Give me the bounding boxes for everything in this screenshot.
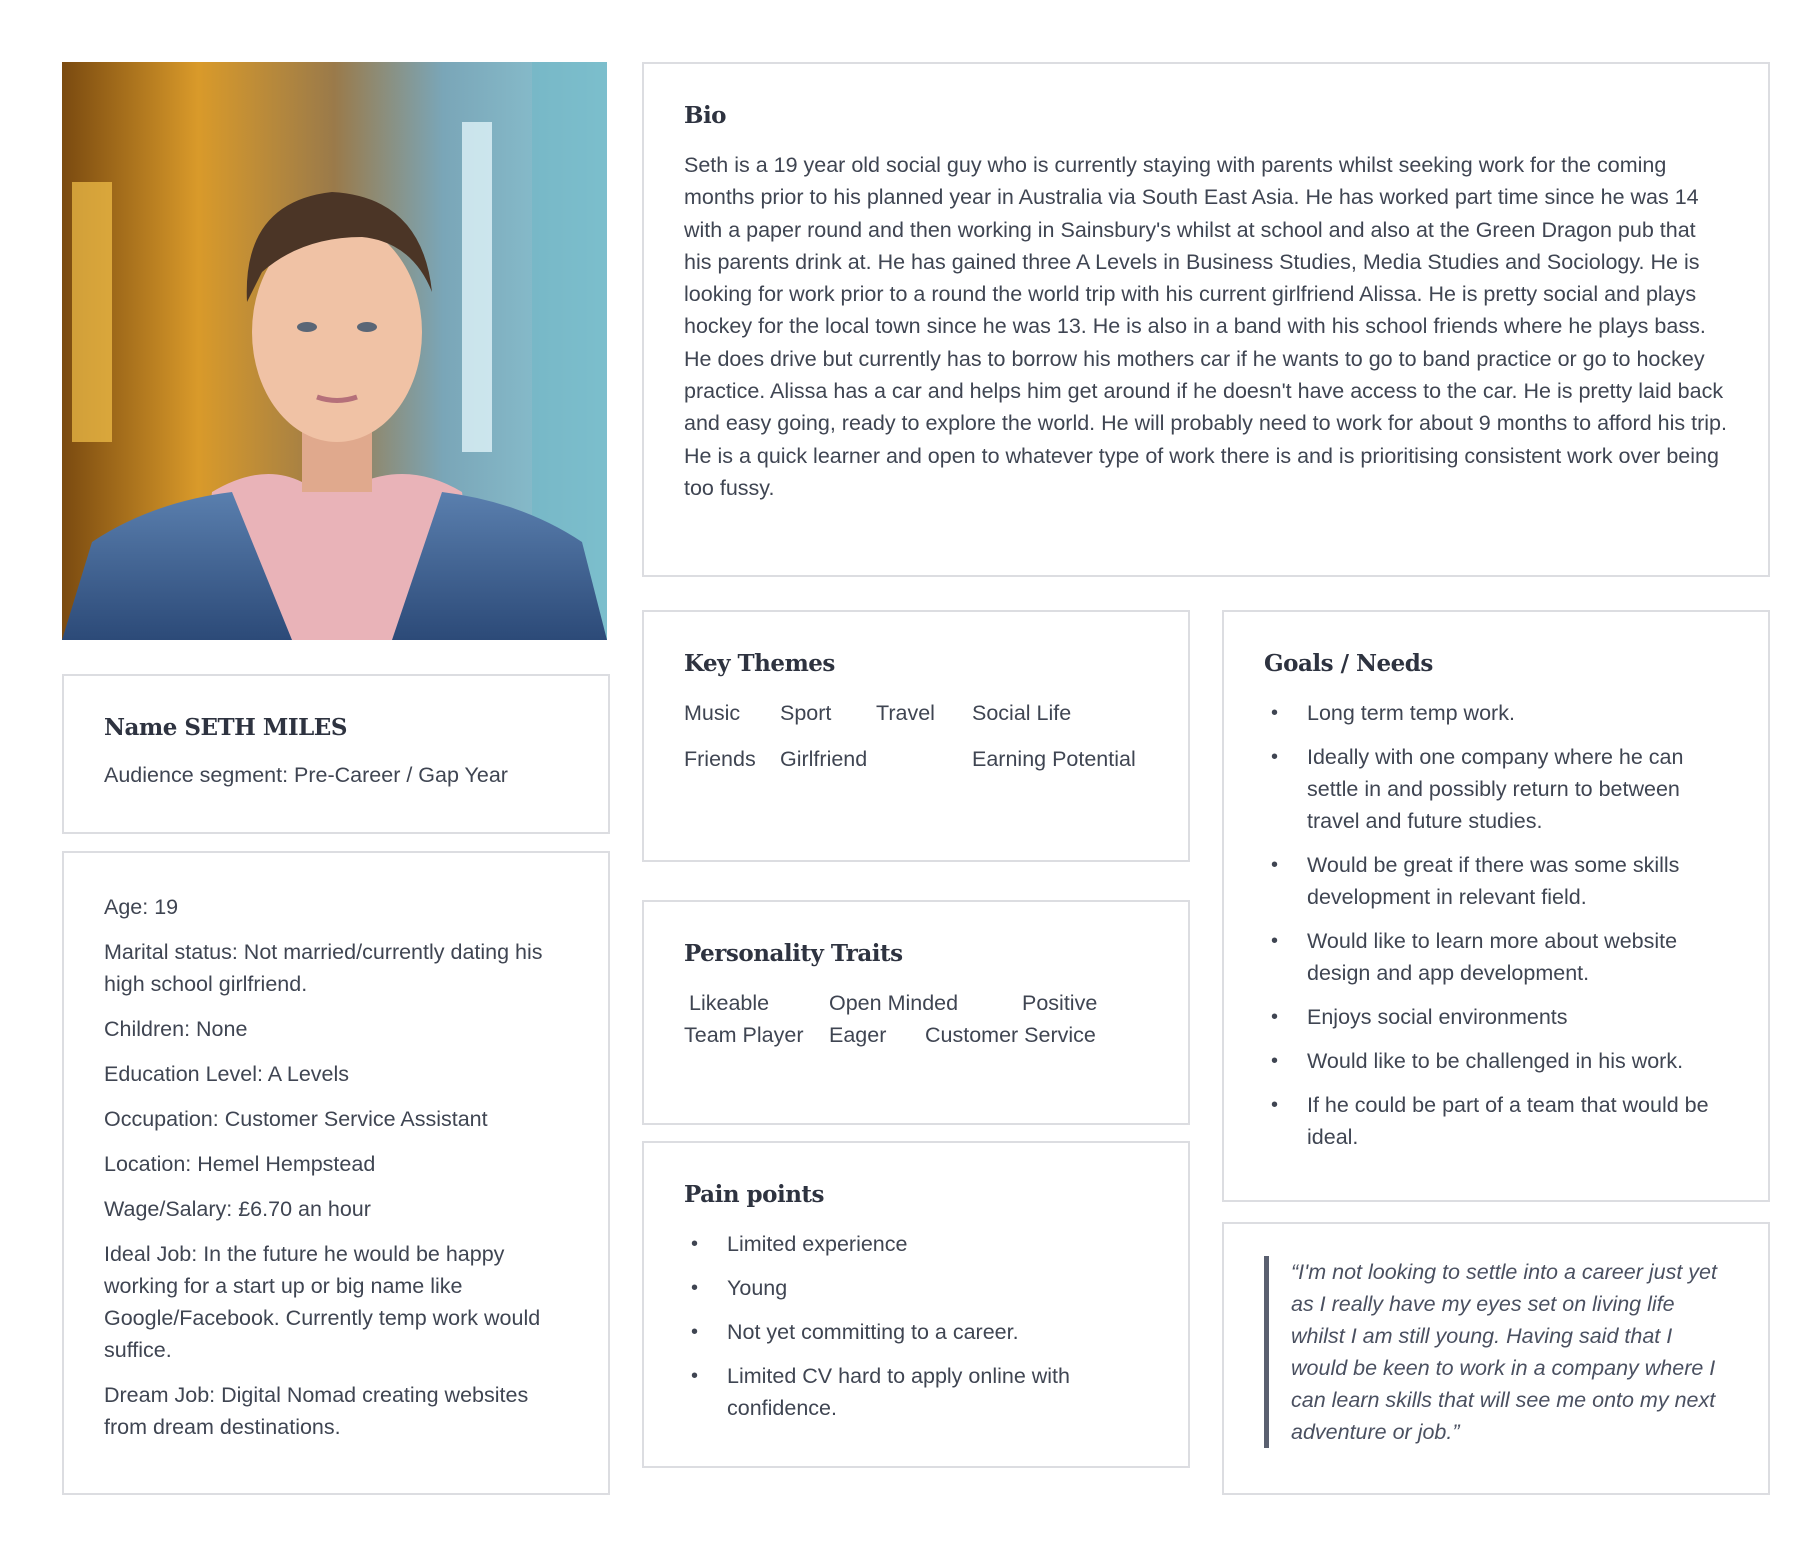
theme-friends: Friends [684, 747, 756, 771]
detail-wage: Wage/Salary: £6.70 an hour [104, 1197, 371, 1221]
key-themes-card [642, 610, 1190, 862]
theme-travel: Travel [876, 701, 935, 725]
bullet-icon: • [1271, 854, 1279, 876]
theme-empty [876, 743, 972, 775]
theme-social-life: Social Life [972, 701, 1072, 725]
audience-segment: Audience segment: Pre-Career / Gap Year [104, 763, 508, 787]
details-card [62, 851, 610, 1495]
bullet-icon: • [691, 1365, 699, 1387]
bio-text: Seth is a 19 year old social guy who is currently staying with parents whilst seeking work for the coming months prior to his planned year in Australia via South East Asia. He has worked part time since he was 14 with a paper round and then working in Sainsbury's whilst at school and also at the Green Dragon pub that his parents drink at. He has gained three A Levels in Business Studies, Media Studies and Sociology. He is looking for work prior to a round the world trip with his current girlfriend Alissa. He is pretty social and plays hockey for the local town since he was 13. He is also in a band with his school friends where he plays bass. He does drive but currently has to borrow his mothers car if he wants to go to band practice or go to hockey practice. Alissa has a car and helps him get around if he doesn't have access to the car. He is pretty laid back and easy going, ready to explore the world. He will probably need to work for about 9 months to afford his trip. He is a quick learner and open to whatever type of work there is and is prioritising consistent work over being too fussy. [684, 153, 1727, 500]
bullet-icon: • [691, 1277, 699, 1299]
goal-item: • Would like to learn more about website design and app development. [1264, 925, 1728, 989]
bullet-icon: • [1271, 930, 1279, 952]
quote-card [1222, 1222, 1770, 1495]
detail-education: Education Level: A Levels [104, 1062, 350, 1086]
trait-open-minded: Open Minded [829, 991, 959, 1015]
personality-heading: Personality Traits [684, 940, 903, 967]
bullet-icon: • [1271, 1006, 1279, 1028]
personality-card [642, 900, 1190, 1125]
goal-item: • If he could be part of a team that would be ideal. [1264, 1089, 1728, 1153]
persona-name: Name SETH MILES [104, 714, 347, 741]
pain-point-item: • Limited experience [684, 1228, 1148, 1260]
theme-girlfriend: Girlfriend [780, 747, 868, 771]
trait-team-player: Team Player [684, 1023, 804, 1047]
bullet-icon: • [1271, 1050, 1279, 1072]
bullet-icon: • [1271, 746, 1279, 768]
goals-heading: Goals / Needs [1264, 650, 1433, 677]
trait-customer-service: Customer Service [925, 1023, 1096, 1047]
trait-positive: Positive [1022, 991, 1098, 1015]
trait-likeable: Likeable [689, 991, 770, 1015]
bullet-icon: • [1271, 702, 1279, 724]
portrait-image [62, 62, 607, 640]
pain-point-item: • Limited CV hard to apply online with confidence. [684, 1360, 1148, 1424]
goal-item: • Enjoys social environments [1264, 1001, 1728, 1033]
bullet-icon: • [1271, 1094, 1279, 1116]
bio-heading: Bio [684, 102, 727, 129]
bio-card [642, 62, 1770, 577]
goals-list [1264, 697, 1728, 1153]
detail-occupation: Occupation: Customer Service Assistant [104, 1107, 488, 1131]
goal-item: • Would like to be challenged in his work. [1264, 1045, 1728, 1077]
persona-quote: “I'm not looking to settle into a career just yet as I really have my eyes set on living life whilst I am still young. Having said that I would be keen to work in a company where I can learn skills that will see me onto my next adventure or job.” [1264, 1256, 1728, 1448]
detail-location: Location: Hemel Hempstead [104, 1152, 376, 1176]
theme-sport: Sport [780, 701, 832, 725]
pain-points-heading: Pain points [684, 1181, 825, 1208]
goal-item: • Would be great if there was some skills development in relevant field. [1264, 849, 1728, 913]
detail-marital-status: Marital status: Not married/currently dating his high school girlfriend. [104, 940, 543, 996]
detail-dream-job: Dream Job: Digital Nomad creating websites from dream destinations. [104, 1383, 529, 1439]
traits-list [684, 987, 1148, 1067]
key-themes-grid [684, 697, 1148, 775]
trait-eager: Eager [829, 1023, 887, 1047]
theme-music: Music [684, 701, 741, 725]
persona-photo [62, 62, 607, 640]
key-themes-heading: Key Themes [684, 650, 835, 677]
detail-age: Age: 19 [104, 895, 179, 919]
theme-earning-potential: Earning Potential [972, 747, 1136, 771]
name-card [62, 674, 610, 834]
goal-item: • Ideally with one company where he can settle in and possibly return to between travel and future studies. [1264, 741, 1728, 837]
pain-points-card [642, 1141, 1190, 1468]
pain-point-item: • Young [684, 1272, 1148, 1304]
bullet-icon: • [691, 1233, 699, 1255]
pain-point-item: • Not yet committing to a career. [684, 1316, 1148, 1348]
pain-points-list [684, 1228, 1148, 1424]
goals-card [1222, 610, 1770, 1202]
bullet-icon: • [691, 1321, 699, 1343]
goal-item: • Long term temp work. [1264, 697, 1728, 729]
detail-ideal-job: Ideal Job: In the future he would be happy working for a start up or big name like Google/Facebook. Currently temp work would suffice. [104, 1242, 541, 1362]
detail-children: Children: None [104, 1017, 248, 1041]
